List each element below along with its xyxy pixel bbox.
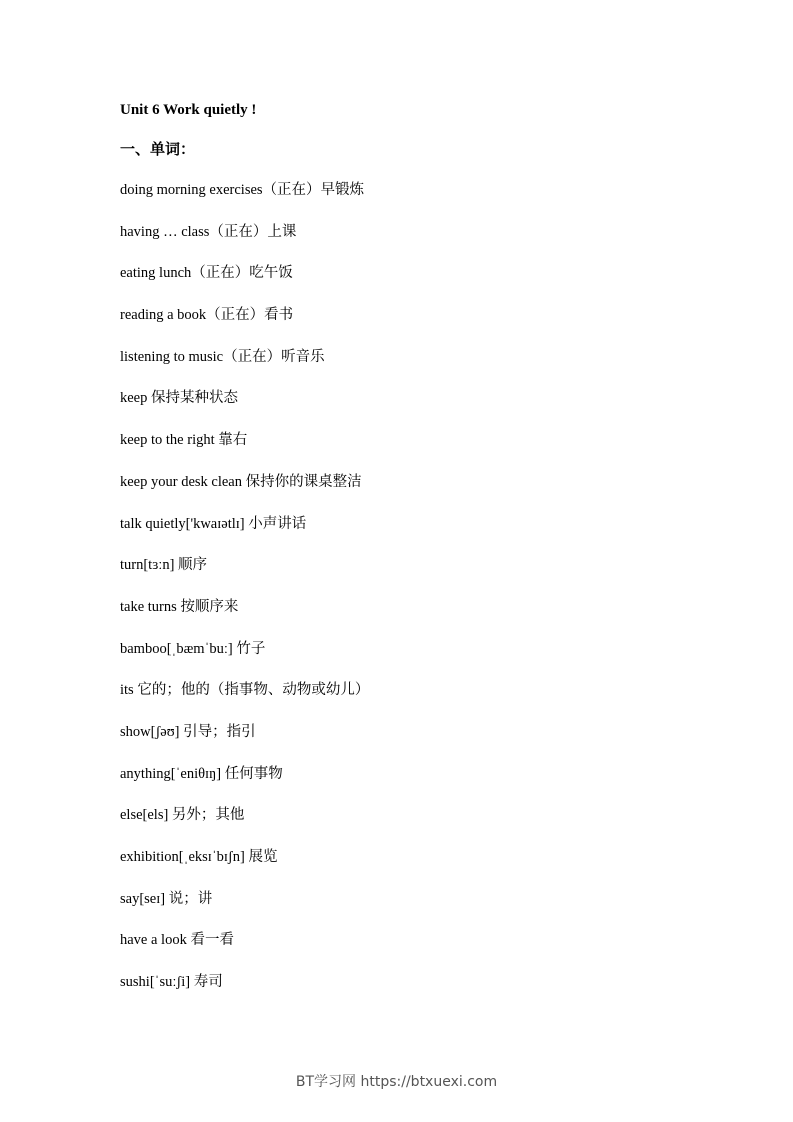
- vocab-item: exhibition[ˌeksɪˈbɪʃn] 展览: [120, 849, 278, 865]
- vocab-item: listening to music（正在）听音乐: [120, 348, 325, 365]
- vocab-item: keep 保持某种状态: [120, 390, 238, 407]
- vocab-item: have a look 看一看: [120, 932, 234, 949]
- vocab-item: anything[ˈeniθɪŋ] 任何事物: [120, 765, 283, 782]
- vocabulary-list: [120, 180, 369, 1014]
- vocab-item: reading a book（正在）看书: [120, 307, 294, 324]
- vocab-item: else[els] 另外；其他: [120, 807, 245, 824]
- vocab-item: sushi[ˈsuːʃi] 寿司: [120, 974, 223, 991]
- vocab-item: doing morning exercises（正在）早锻炼: [120, 182, 365, 198]
- unit-title: Unit 6 Work quietly !: [120, 102, 257, 118]
- vocab-item: having … class（正在）上课: [120, 223, 297, 240]
- vocab-item: keep your desk clean 保持你的课桌整洁: [120, 473, 362, 490]
- section-heading: 一、单词：: [120, 140, 196, 158]
- vocab-item: bamboo[ˌbæmˈbuː] 竹子: [120, 640, 266, 657]
- vocab-item: its 它的；他的（指事物、动物或幼儿）: [120, 682, 370, 699]
- vocab-item: say[seɪ] 说；讲: [120, 890, 213, 907]
- vocab-item: eating lunch（正在）吃午饭: [120, 265, 293, 282]
- vocab-item: keep to the right 靠右: [120, 432, 248, 449]
- vocab-item: show[ʃəʊ] 引导；指引: [120, 723, 256, 740]
- vocab-item: talk quietly['kwaɪətlɪ] 小声讲话: [120, 515, 307, 532]
- footer-watermark: BT学习网 https://btxuexi.com: [295, 1074, 498, 1090]
- vocab-item: turn[tɜːn] 顺序: [120, 557, 208, 574]
- vocab-item: take turns 按顺序来: [120, 598, 239, 615]
